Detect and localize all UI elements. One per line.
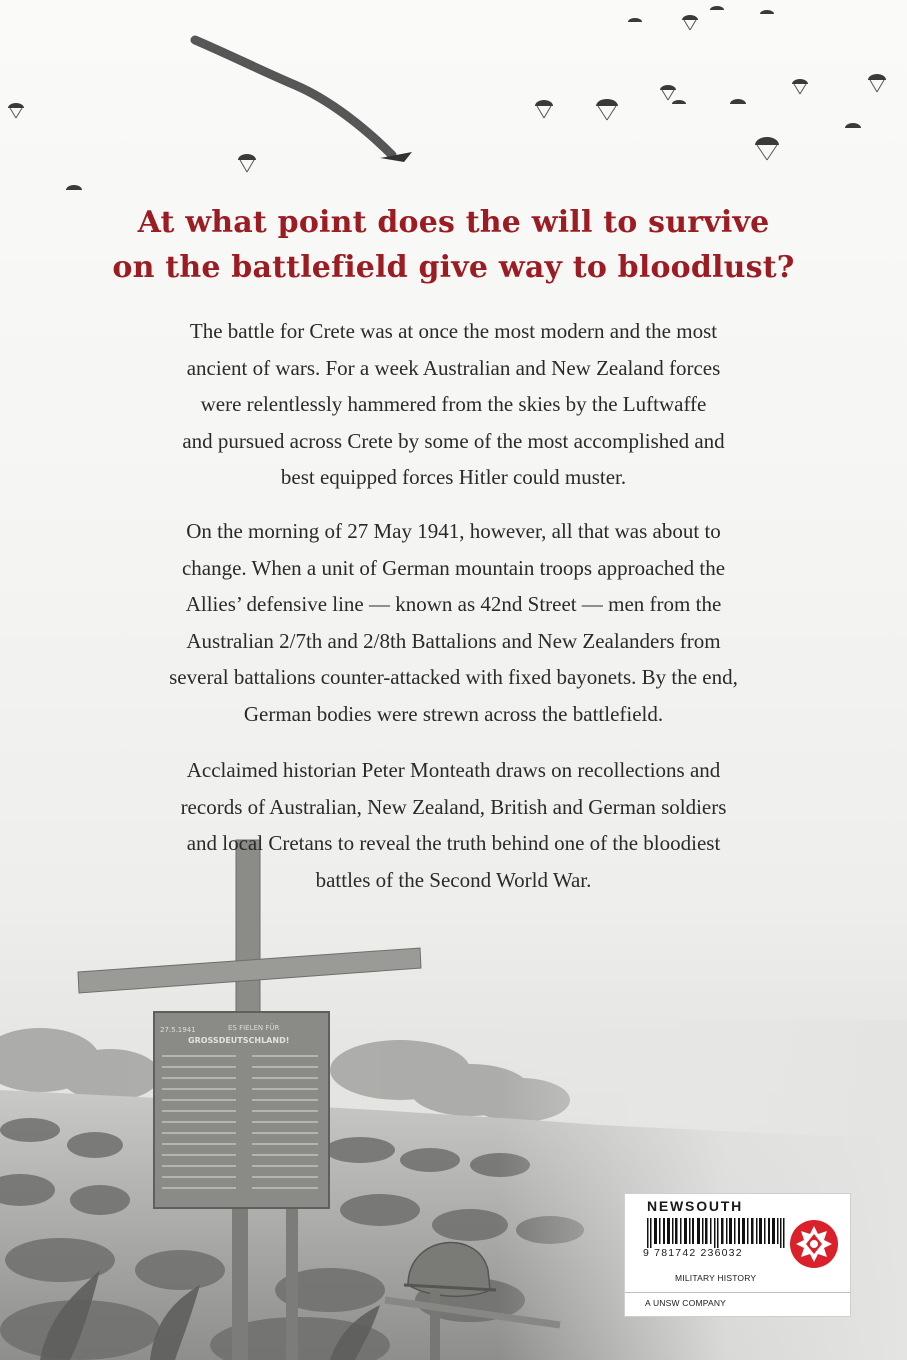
blurb-line: ancient of wars. For a week Australian and New Zealand forces xyxy=(186,355,721,380)
newsouth-logo-icon xyxy=(789,1219,839,1269)
headline xyxy=(0,200,907,290)
blurb-line: German bodies were strewn across the battlefield. xyxy=(243,701,664,726)
blurb-line: several battalions counter-attacked with fixed bayonets. By the end, xyxy=(169,665,738,689)
headline-line: At what point does the will to survive xyxy=(137,205,770,240)
blurb-line: battles of the Second World War. xyxy=(315,867,592,892)
sign-date: 27.5.1941 xyxy=(160,1026,196,1034)
headline-line: on the battlefield give way to bloodlust? xyxy=(112,250,795,285)
blurb-line: and local Cretans to reveal the truth behind one of the bloodiest xyxy=(186,831,721,855)
publisher-divider xyxy=(625,1292,850,1293)
publisher-name: NEWSOUTH xyxy=(647,1198,744,1214)
blurb-line: records of Australian, New Zealand, British and German soldiers xyxy=(180,794,727,819)
sign-title: GROSSDEUTSCHLAND! xyxy=(188,1036,290,1045)
isbn-number: 9 781742 236032 xyxy=(643,1247,743,1259)
blurb-line: were relentlessly hammered from the skies by the Luftwaffe xyxy=(200,392,707,416)
blurb-paragraph-3 xyxy=(110,752,797,898)
blurb-line: The battle for Crete was at once the most modern and the most xyxy=(189,319,718,343)
blurb-paragraph-2 xyxy=(110,513,797,732)
blurb-paragraph-1 xyxy=(110,313,797,496)
blurb-line: Acclaimed historian Peter Monteath draws on recollections and xyxy=(186,758,721,782)
publisher-barcode-box xyxy=(624,1193,851,1317)
sign-heading: ES FIELEN FÜR xyxy=(228,1024,280,1032)
category-label: MILITARY HISTORY xyxy=(675,1273,757,1283)
blurb-line: On the morning of 27 May 1941, however, all that was about to xyxy=(186,519,721,543)
blurb-line: Allies’ defensive line — known as 42nd Street — men from the xyxy=(185,592,722,616)
blurb-line: change. When a unit of German mountain troops approached the xyxy=(181,555,726,580)
isbn-barcode xyxy=(647,1218,785,1248)
affiliation-label: A UNSW COMPANY xyxy=(645,1298,727,1308)
blurb-line: and pursued across Crete by some of the most accomplished and xyxy=(182,428,725,453)
blurb-line: Australian 2/7th and 2/8th Battalions and New Zealanders from xyxy=(186,628,721,653)
blurb-line: best equipped forces Hitler could muster. xyxy=(280,465,627,489)
